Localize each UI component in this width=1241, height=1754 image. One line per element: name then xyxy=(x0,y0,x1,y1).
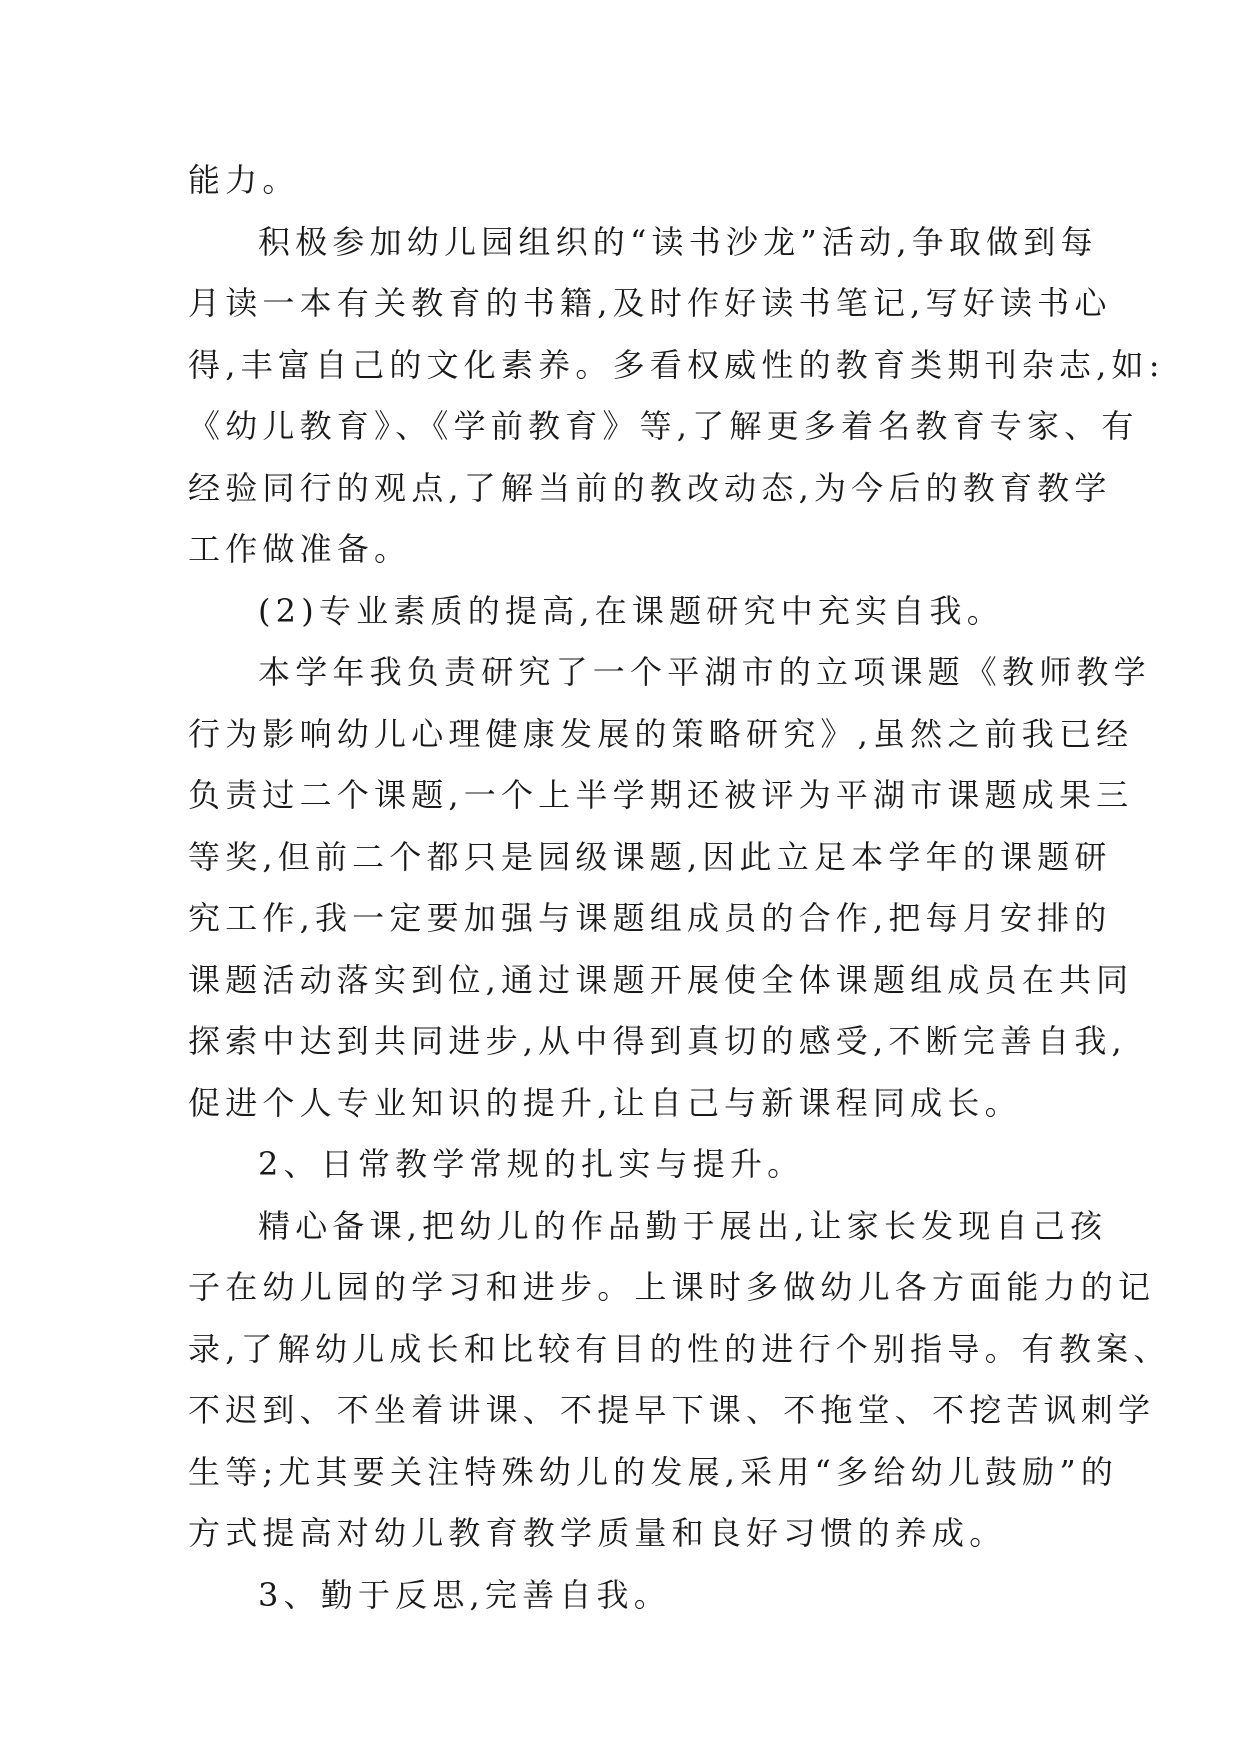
text-line: 月读一本有关教育的书籍,及时作好读书笔记,写好读书心 xyxy=(188,284,1112,322)
paragraph-start-line: 本学年我负责研究了一个平湖市的立项课题《教师教学 xyxy=(258,653,1151,691)
text-line: 课题活动落实到位,通过课题开展使全体课题组成员在共同 xyxy=(188,960,1134,999)
text-line: 《幼儿教育》、《学前教育》等,了解更多着名教育专家、有 xyxy=(188,407,1139,445)
text-line: 得,丰富自己的文化素养。多看权威性的教育类期刊杂志,如: xyxy=(188,345,1165,384)
text-line: 方式提高对幼儿教育教学质量和良好习惯的养成。 xyxy=(188,1514,1007,1552)
text-line: 促进个人专业知识的提升,让自己与新课程同成长。 xyxy=(188,1083,1022,1122)
paragraph-start-line: 精心备课,把幼儿的作品勤于展出,让家长发现自己孩 xyxy=(258,1206,1108,1245)
text-line: 录,了解幼儿成长和比较有目的性的进行个别指导。有教案、 xyxy=(188,1329,1171,1368)
section-heading: 3、勤于反思,完善自我。 xyxy=(258,1575,671,1614)
text-line: 行为影响幼儿心理健康发展的策略研究》,虽然之前我已经 xyxy=(188,714,1134,753)
section-heading: (2)专业素质的提高,在课题研究中充实自我。 xyxy=(258,591,1004,630)
text-line: 负责过二个课题,一个上半学期还被评为平湖市课题成果三 xyxy=(188,776,1134,814)
text-line: 不迟到、不坐着讲课、不提早下课、不拖堂、不挖苦讽刺学 xyxy=(188,1391,1156,1429)
text-line: 工作做准备。 xyxy=(188,530,412,568)
text-line: 究工作,我一定要加强与课题组成员的合作,把每月安排的 xyxy=(188,899,1112,937)
text-line: 等奖,但前二个都只是园级课题,因此立足本学年的课题研 xyxy=(188,837,1112,876)
text-line: 经验同行的观点,了解当前的教改动态,为今后的教育教学 xyxy=(188,468,1112,507)
text-line: 能力。 xyxy=(188,161,300,199)
document-body xyxy=(188,150,1171,1626)
section-heading: 2、日常教学常规的扎实与提升。 xyxy=(258,1145,805,1183)
text-line: 生等;尤其要关注特殊幼儿的发展,采用“多给幼儿鼓励”的 xyxy=(188,1452,1119,1491)
text-line: 子在幼儿园的学习和进步。上课时多做幼儿各方面能力的记 xyxy=(188,1268,1156,1306)
text-line: 探索中达到共同进步,从中得到真切的感受,不断完善自我, xyxy=(188,1022,1127,1060)
paragraph-start-line: 积极参加幼儿园组织的“读书沙龙”活动,争取做到每 xyxy=(258,222,1098,261)
